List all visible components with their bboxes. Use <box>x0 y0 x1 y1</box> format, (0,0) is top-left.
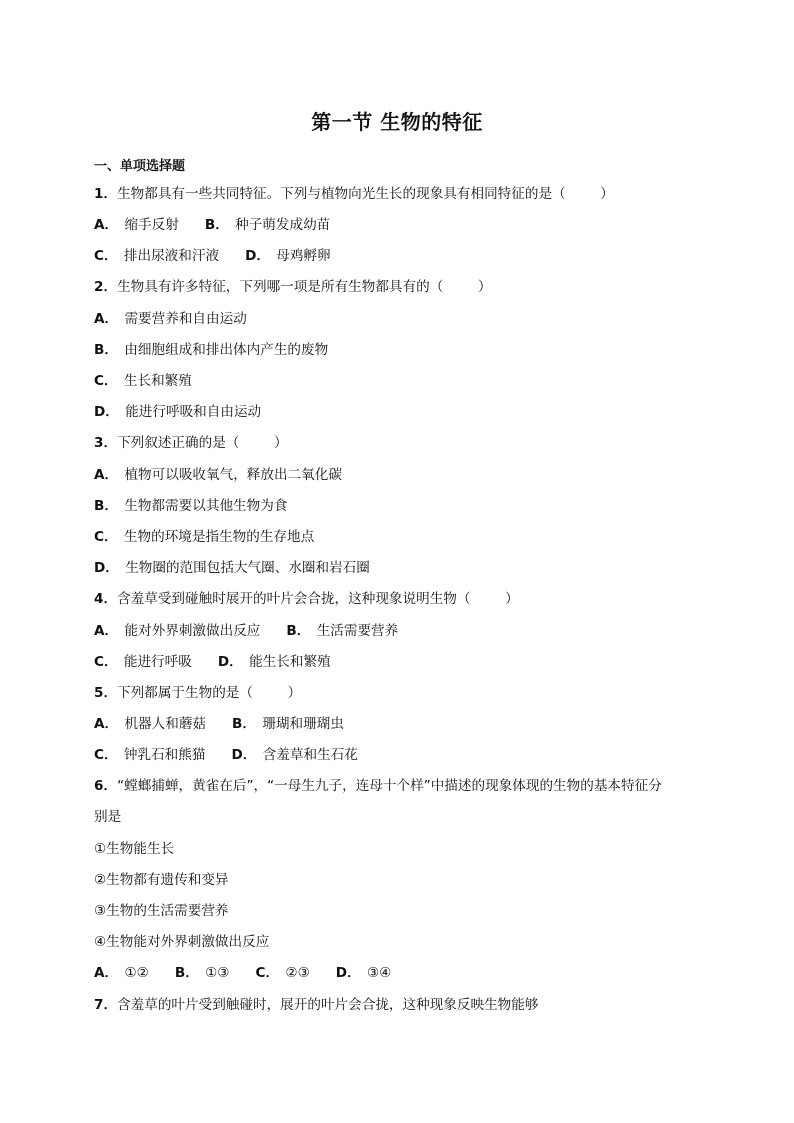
question-text: 生物具有许多特征，下列哪一项是所有生物都具有的（ ） <box>117 279 492 295</box>
option-text: 母鸡孵卵 <box>276 248 331 264</box>
option-text: 植物可以吸收氧气，释放出二氧化碳 <box>124 467 342 483</box>
statement-4: ④生物能对外界刺激做出反应 <box>94 934 270 950</box>
question-number: 4． <box>94 591 118 607</box>
option-text: 能对外界刺激做出反应 <box>124 623 261 639</box>
question-1 <box>94 185 614 203</box>
question-number: 3． <box>94 435 118 451</box>
option-text: 由细胞组成和排出体内产生的废物 <box>124 342 329 358</box>
option-text: 生物都需要以其他生物为食 <box>124 498 288 514</box>
page-title: 第一节 生物的特征 <box>311 110 483 134</box>
question-text: 含羞草的叶片受到触碰时，展开的叶片会合拢，这种现象反映生物能够 <box>117 997 539 1013</box>
option-letter: D． <box>217 654 243 670</box>
q3-option-d <box>94 559 370 577</box>
q2-option-a <box>94 310 247 328</box>
question-text: 含羞草受到碰触时展开的叶片会合拢，这种现象说明生物（ ） <box>117 591 519 607</box>
option-letter: C． <box>94 747 118 763</box>
question-number: 6． <box>94 778 118 794</box>
option-text: 生物的环境是指生物的生存地点 <box>123 529 315 545</box>
q3-option-c <box>94 528 314 546</box>
option-text: 珊瑚和珊瑚虫 <box>262 716 344 732</box>
option-letter: D． <box>94 560 119 576</box>
option-text: 能进行呼吸和自由运动 <box>125 404 262 420</box>
option-text: 含羞草和生石花 <box>262 747 358 763</box>
statement-3: ③生物的生活需要营养 <box>94 903 229 919</box>
option-text: 生物圈的范围包括大气圈、水圈和岩石圈 <box>125 560 370 576</box>
question-number: 5． <box>94 685 118 701</box>
q5-options-row-2 <box>94 746 358 764</box>
option-letter: D． <box>335 965 361 981</box>
option-letter: C． <box>94 654 118 670</box>
option-letter: B． <box>94 342 118 358</box>
option-letter: A． <box>94 311 119 327</box>
option-letter: A． <box>94 965 119 981</box>
option-text: 能生长和繁殖 <box>249 654 331 670</box>
q4-options-row-1 <box>94 622 398 640</box>
option-text: 缩手反射 <box>124 217 179 233</box>
question-text: 下列都属于生物的是（ ） <box>117 685 302 701</box>
option-letter: D． <box>231 747 257 763</box>
option-text: 机器人和蘑菇 <box>124 716 207 732</box>
question-text: 下列叙述正确的是（ ） <box>117 435 288 451</box>
option-text: 种子萌发成幼苗 <box>235 217 331 233</box>
q5-options-row-1 <box>94 715 344 733</box>
option-letter: A． <box>94 716 119 732</box>
option-text: ①③ <box>205 965 230 981</box>
question-number: 1． <box>94 186 118 202</box>
q1-options-row-2 <box>94 247 331 265</box>
option-text: 钟乳石和熊猫 <box>123 747 206 763</box>
option-text: 生长和繁殖 <box>123 373 192 389</box>
q3-option-a <box>94 466 342 484</box>
option-text: ①② <box>124 965 149 981</box>
question-4 <box>94 590 519 608</box>
option-text: 能进行呼吸 <box>123 654 192 670</box>
question-6 <box>94 777 662 795</box>
option-letter: B． <box>204 217 229 233</box>
question-5 <box>94 684 301 702</box>
q6-options-row <box>94 964 391 982</box>
statement-1: ①生物能生长 <box>94 841 175 857</box>
option-text: 生活需要营养 <box>316 623 399 639</box>
q2-option-c <box>94 372 192 390</box>
option-letter: B． <box>94 498 118 514</box>
option-letter: A． <box>94 467 119 483</box>
q1-options-row-1 <box>94 216 330 234</box>
question-2 <box>94 278 491 296</box>
option-letter: B． <box>174 965 199 981</box>
question-number: 2． <box>94 279 118 295</box>
option-letter: B． <box>232 716 256 732</box>
question-7 <box>94 996 538 1014</box>
option-letter: B． <box>286 623 311 639</box>
section-heading: 一、单项选择题 <box>94 159 186 174</box>
option-text: ②③ <box>285 965 310 981</box>
q4-options-row-2 <box>94 653 331 671</box>
option-letter: D． <box>94 404 119 420</box>
question-text: 生物都具有一些共同特征。下列与植物向光生长的现象具有相同特征的是（ ） <box>117 186 614 202</box>
q2-option-b <box>94 341 328 359</box>
question-6-continued: 别是 <box>94 809 122 825</box>
option-letter: C． <box>255 965 280 981</box>
option-text: ③④ <box>367 965 392 981</box>
option-letter: C． <box>94 248 118 264</box>
option-text: 需要营养和自由运动 <box>124 311 247 327</box>
option-letter: A． <box>94 217 119 233</box>
option-letter: A． <box>94 623 119 639</box>
option-letter: D． <box>245 248 270 264</box>
q2-option-d <box>94 403 261 421</box>
question-3 <box>94 434 288 452</box>
question-text: “螳螂捕蝉，黄雀在后”，“一母生九子，连母十个样”中描述的现象体现的生物的基本特征分 <box>117 778 662 794</box>
option-letter: C． <box>94 529 118 545</box>
option-letter: C． <box>94 373 118 389</box>
question-number: 7． <box>94 997 118 1013</box>
q3-option-b <box>94 497 287 515</box>
option-text: 排出尿液和汗液 <box>123 248 220 264</box>
statement-2: ②生物都有遗传和变异 <box>94 872 229 888</box>
